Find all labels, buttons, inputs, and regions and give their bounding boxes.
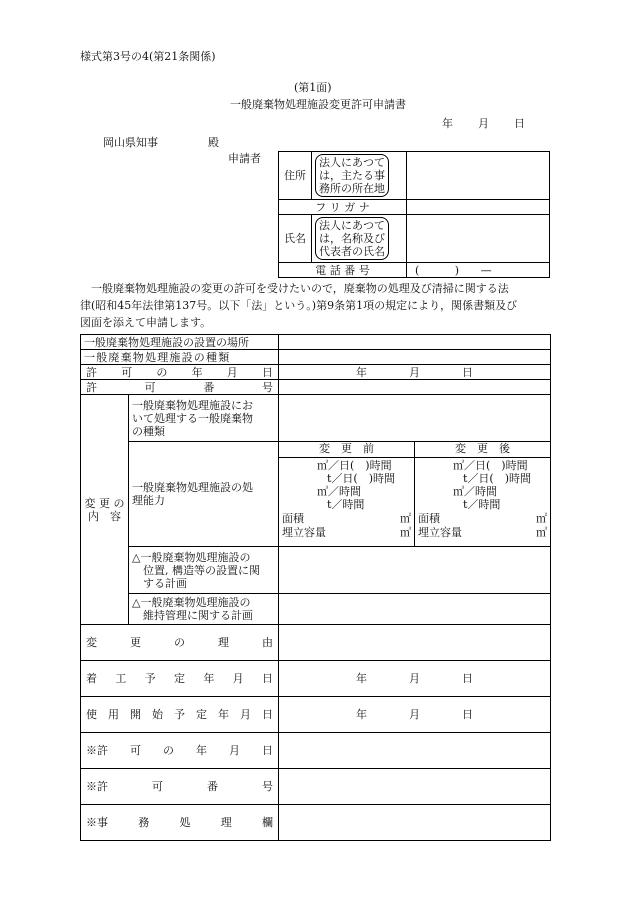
applicant-table (278, 151, 550, 278)
permit-number-label: 許 可 番 号 (81, 380, 279, 395)
type-field[interactable] (279, 350, 551, 365)
phone-label: 電 話 番 号 (279, 263, 407, 278)
location-field[interactable] (279, 335, 551, 350)
maintenance-plan-field[interactable] (279, 594, 551, 625)
address-note: 法人にあつて は，主たる事 務所の所在地 (312, 152, 407, 200)
office-processing-label: ※事 務 処 理 欄 (81, 805, 279, 841)
honorific: 殿 (208, 136, 219, 149)
date-year: 年 (442, 117, 453, 130)
start-date-field[interactable]: 年 月 日 (279, 661, 551, 697)
reason-field[interactable] (279, 625, 551, 661)
maintenance-plan-label: △一般廃棄物処理施設の 維持管理に関する計画 (129, 594, 279, 625)
after-area: 面積 ㎡ (418, 512, 547, 525)
permit-number-field[interactable] (279, 380, 551, 395)
form-number: 様式第3号の4(第21条関係) (80, 50, 216, 63)
furigana-field[interactable] (407, 200, 550, 215)
structure-plan-field[interactable] (279, 547, 551, 594)
after-landfill: 埋立容量 ㎥ (418, 526, 547, 539)
structure-plan-label: △一般廃棄物処理施設の 位置, 構造等の設置に関 する計画 (129, 547, 279, 594)
phone-field[interactable]: ( ) — (407, 263, 550, 278)
type-label: 一般廃棄物処理施設の種類 (81, 350, 279, 365)
addressee: 岡山県知事 (103, 136, 158, 149)
page-label: (第1面) (294, 81, 332, 94)
date-month: 月 (478, 117, 489, 130)
before-area: 面積 ㎡ (282, 512, 411, 525)
before-change-header: 変 更 前 (279, 442, 414, 458)
location-label: 一般廃棄物処理施設の設置の場所 (81, 335, 279, 350)
applicant-label: 申請者 (228, 152, 261, 165)
address-label: 住所 (279, 152, 312, 200)
name-field[interactable] (407, 215, 550, 263)
capacity-label: 一般廃棄物処理施設の処 理能力 (129, 442, 279, 547)
before-landfill: 埋立容量 ㎥ (282, 526, 411, 539)
waste-type-label: 一般廃棄物処理施設にお いて処理する一般廃棄物 の種類 (129, 395, 279, 442)
name-note: 法人にあつて は，名称及び 代表者の氏名 (312, 215, 407, 263)
reason-label: 変 更 の 理 由 (81, 625, 279, 661)
change-content-label: 変 更 の 内 容 (81, 395, 129, 625)
permit-date-label: 許 可 の 年 月 日 (81, 365, 279, 380)
office-permit-date-label: ※許 可 の 年 月 日 (81, 733, 279, 769)
permit-date-field[interactable]: 年 月 日 (279, 365, 551, 380)
after-capacity-lines: ㎥／日( )時間 t／日( )時間 ㎥／時間 t／時間 (453, 459, 532, 511)
office-processing-field[interactable] (279, 805, 551, 841)
use-date-field[interactable]: 年 月 日 (279, 697, 551, 733)
application-table (80, 334, 551, 841)
before-change-cell[interactable] (279, 442, 415, 547)
waste-type-field[interactable] (279, 395, 551, 442)
office-permit-number-field[interactable] (279, 769, 551, 805)
intro-text: 一般廃棄物処理施設の変更の許可を受けたいので，廃棄物の処理及び清掃に関する法 律(昭和45年法律第137号。以下「法」という。)第9条第1項の規定により，関係書類及び 図面を添えて申請します。 (80, 282, 518, 329)
start-date-label: 着 工 予 定 年 月 日 (81, 661, 279, 697)
office-permit-number-label: ※許 可 番 号 (81, 769, 279, 805)
before-capacity-lines: ㎥／日( )時間 t／日( )時間 ㎥／時間 t／時間 (317, 459, 396, 511)
date-day: 日 (514, 117, 525, 130)
after-change-cell[interactable] (415, 442, 551, 547)
use-date-label: 使 用 開 始 予 定 年 月 日 (81, 697, 279, 733)
office-permit-date-field[interactable] (279, 733, 551, 769)
after-change-header: 変 更 後 (415, 442, 550, 458)
name-label: 氏名 (279, 215, 312, 263)
furigana-label: フ リ ガ ナ (279, 200, 407, 215)
document-title: 一般廃棄物処理施設変更許可申請書 (230, 98, 406, 111)
address-field[interactable] (407, 152, 550, 200)
